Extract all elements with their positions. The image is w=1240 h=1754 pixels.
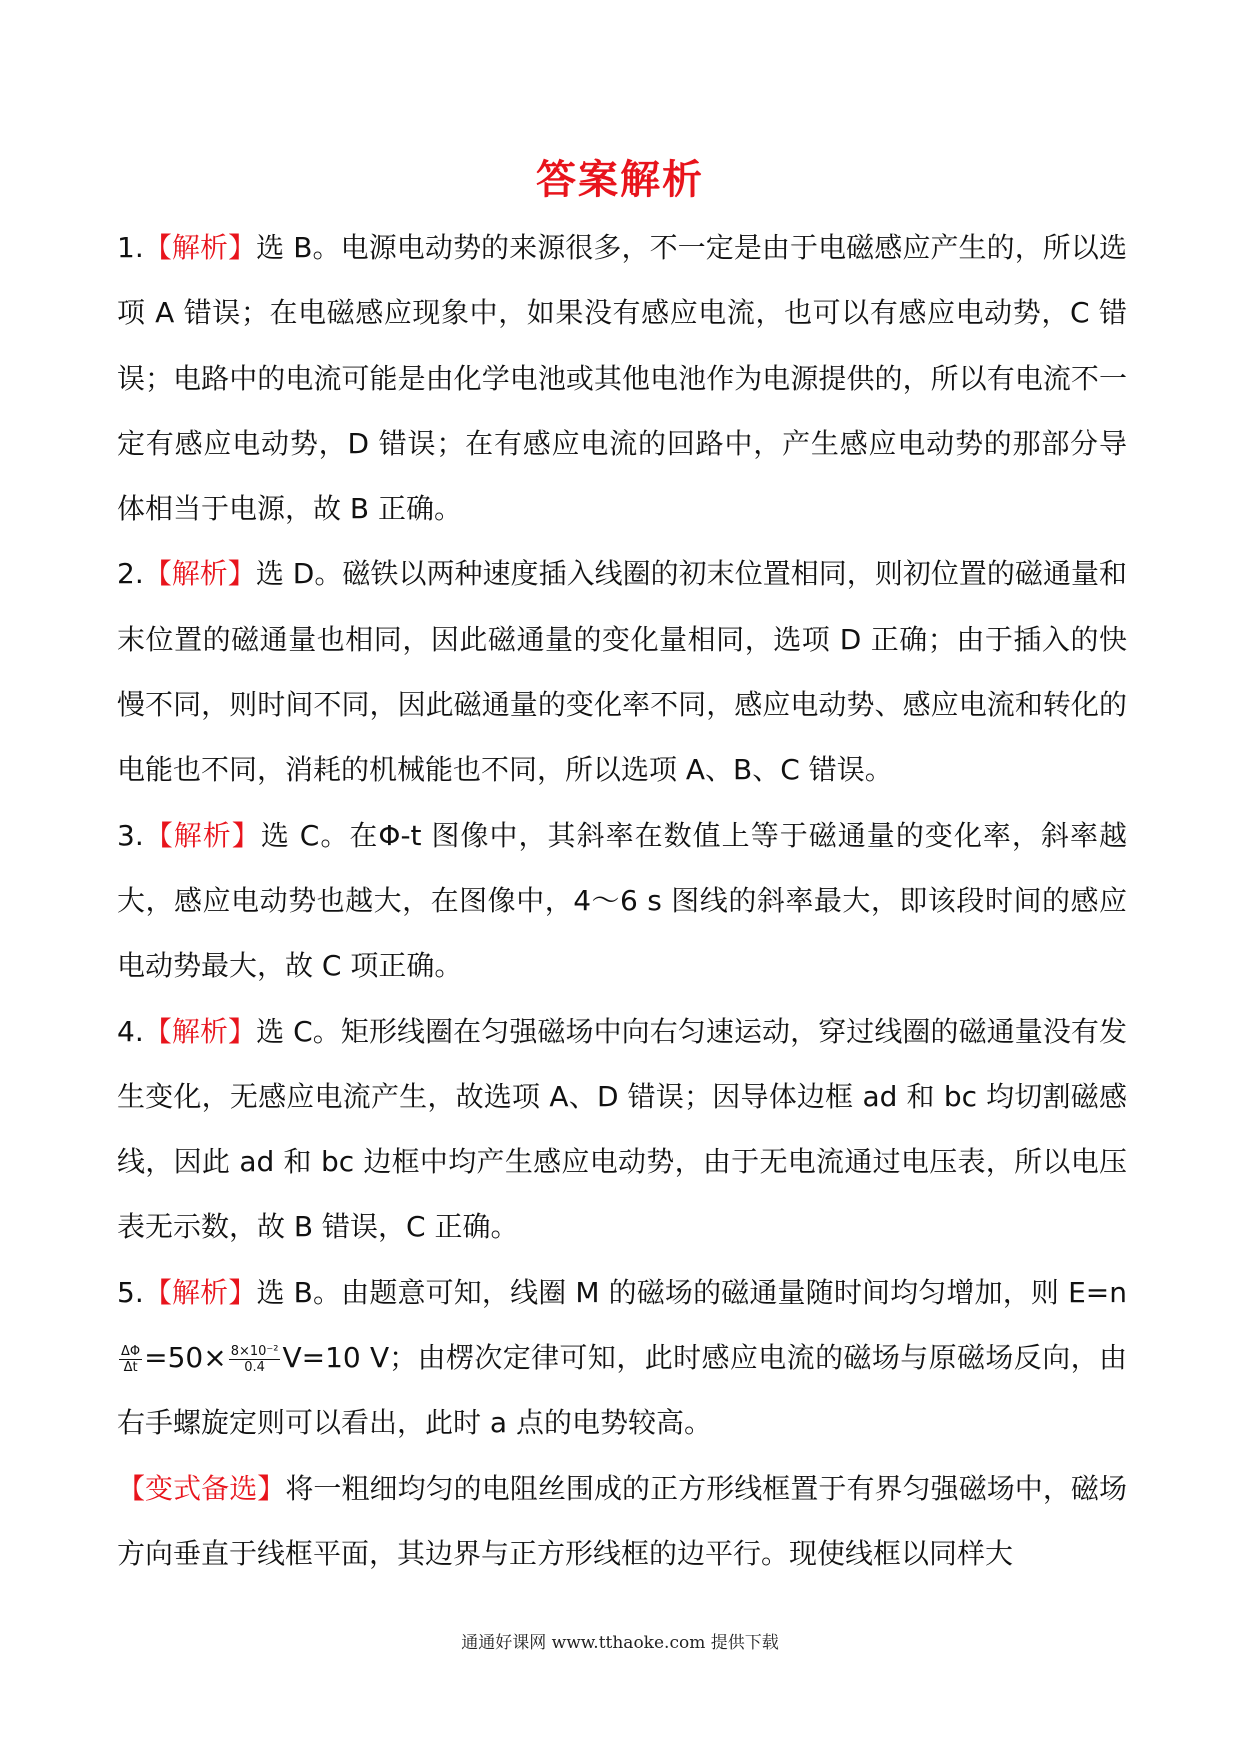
answer-item-2 — [117, 541, 1127, 802]
footer-source: 通通好课网 www.tthaoke.com 提供下载 — [461, 1633, 779, 1653]
item-text-part-c: V=10 V；由楞次定律可知，此时感应电流的磁场与原磁场反向，由右手螺旋定则可以看出，此时 a 点的电势较高。 — [117, 1341, 1127, 1440]
answer-item-1 — [117, 215, 1127, 541]
item-text: 选 C。矩形线圈在匀强磁场中向右匀速运动，穿过线圈的磁通量没有发生变化，无感应电流产生，故选项 A、D 错误；因导体边框 ad 和 bc 均切割磁感线，因此 ad 和 bc 边框中均产生感应电动势，由于无电流通过电压表，所以电压表无示数，故 B 错误，C 正确。 — [117, 1014, 1127, 1244]
item-text: 选 C。在Φ-t 图像中，其斜率在数值上等于磁通量的变化率，斜率越大，感应电动势也越大，在图像中，4～6 s 图线的斜率最大，即该段时间的感应电动势最大，故 C 项正确。 — [117, 818, 1127, 983]
fraction-value — [229, 1344, 281, 1375]
analysis-tag: 【解析】 — [143, 1275, 257, 1309]
analysis-tag: 【解析】 — [143, 557, 256, 591]
item-number: 1. — [117, 231, 144, 264]
item-number: 3. — [117, 818, 144, 852]
item-text: 选 D。磁铁以两种速度插入线圈的初末位置相同，则初位置的磁通量和末位置的磁通量也相同，因此磁通量的变化量相同，选项 D 正确；由于插入的快慢不同，则时间不同，因此磁通量的变化率不同，感应电动势、感应电流和转化的电能也不同，消耗的机械能也不同，所以选项 A、B、C 错误。 — [117, 557, 1127, 787]
answer-item-4 — [117, 999, 1127, 1260]
answer-content — [117, 215, 1127, 1586]
analysis-tag: 【解析】 — [143, 231, 257, 264]
variant-text: 将一粗细均匀的电阻丝围成的正方形线框置于有界匀强磁场中，磁场方向垂直于线框平面，其边界与正方形线框的边平行。现使线框以同样大 — [117, 1471, 1127, 1570]
item-number: 2. — [117, 557, 144, 591]
analysis-tag: 【解析】 — [143, 1014, 257, 1048]
answer-item-5 — [117, 1260, 1127, 1456]
variant-item — [117, 1456, 1127, 1587]
fraction-numerator: 8×10⁻² — [230, 1343, 279, 1359]
item-number: 5. — [117, 1275, 144, 1309]
item-text: 选 B。电源电动势的来源很多，不一定是由于电磁感应产生的，所以选项 A 错误；在电磁感应现象中，如果没有感应电流，也可以有感应电动势，C 错误；电路中的电流可能是由化学电池或其他电池作为电源提供的，所以有电流不一定有感应电动势，D 错误；在有感应电流的回路中，产生感应电动势的那部分导体相当于电源，故 B 正确。 — [117, 231, 1127, 526]
variant-tag: 【变式备选】 — [117, 1471, 286, 1505]
fraction-denominator: 0.4 — [244, 1359, 265, 1375]
item-number: 4. — [117, 1014, 144, 1048]
page-title: 答案解析 — [536, 157, 704, 203]
analysis-tag: 【解析】 — [143, 818, 261, 852]
answer-item-3 — [117, 803, 1127, 999]
fraction-denominator: Δt — [123, 1359, 138, 1375]
fraction-flux-over-time — [119, 1344, 142, 1375]
item-text-part-a: 选 B。由题意可知，线圈 M 的磁场的磁通量随时间均匀增加，则 E=n — [256, 1275, 1127, 1309]
fraction-numerator: ΔΦ — [121, 1343, 141, 1359]
item-text-part-b: =50× — [144, 1341, 227, 1375]
